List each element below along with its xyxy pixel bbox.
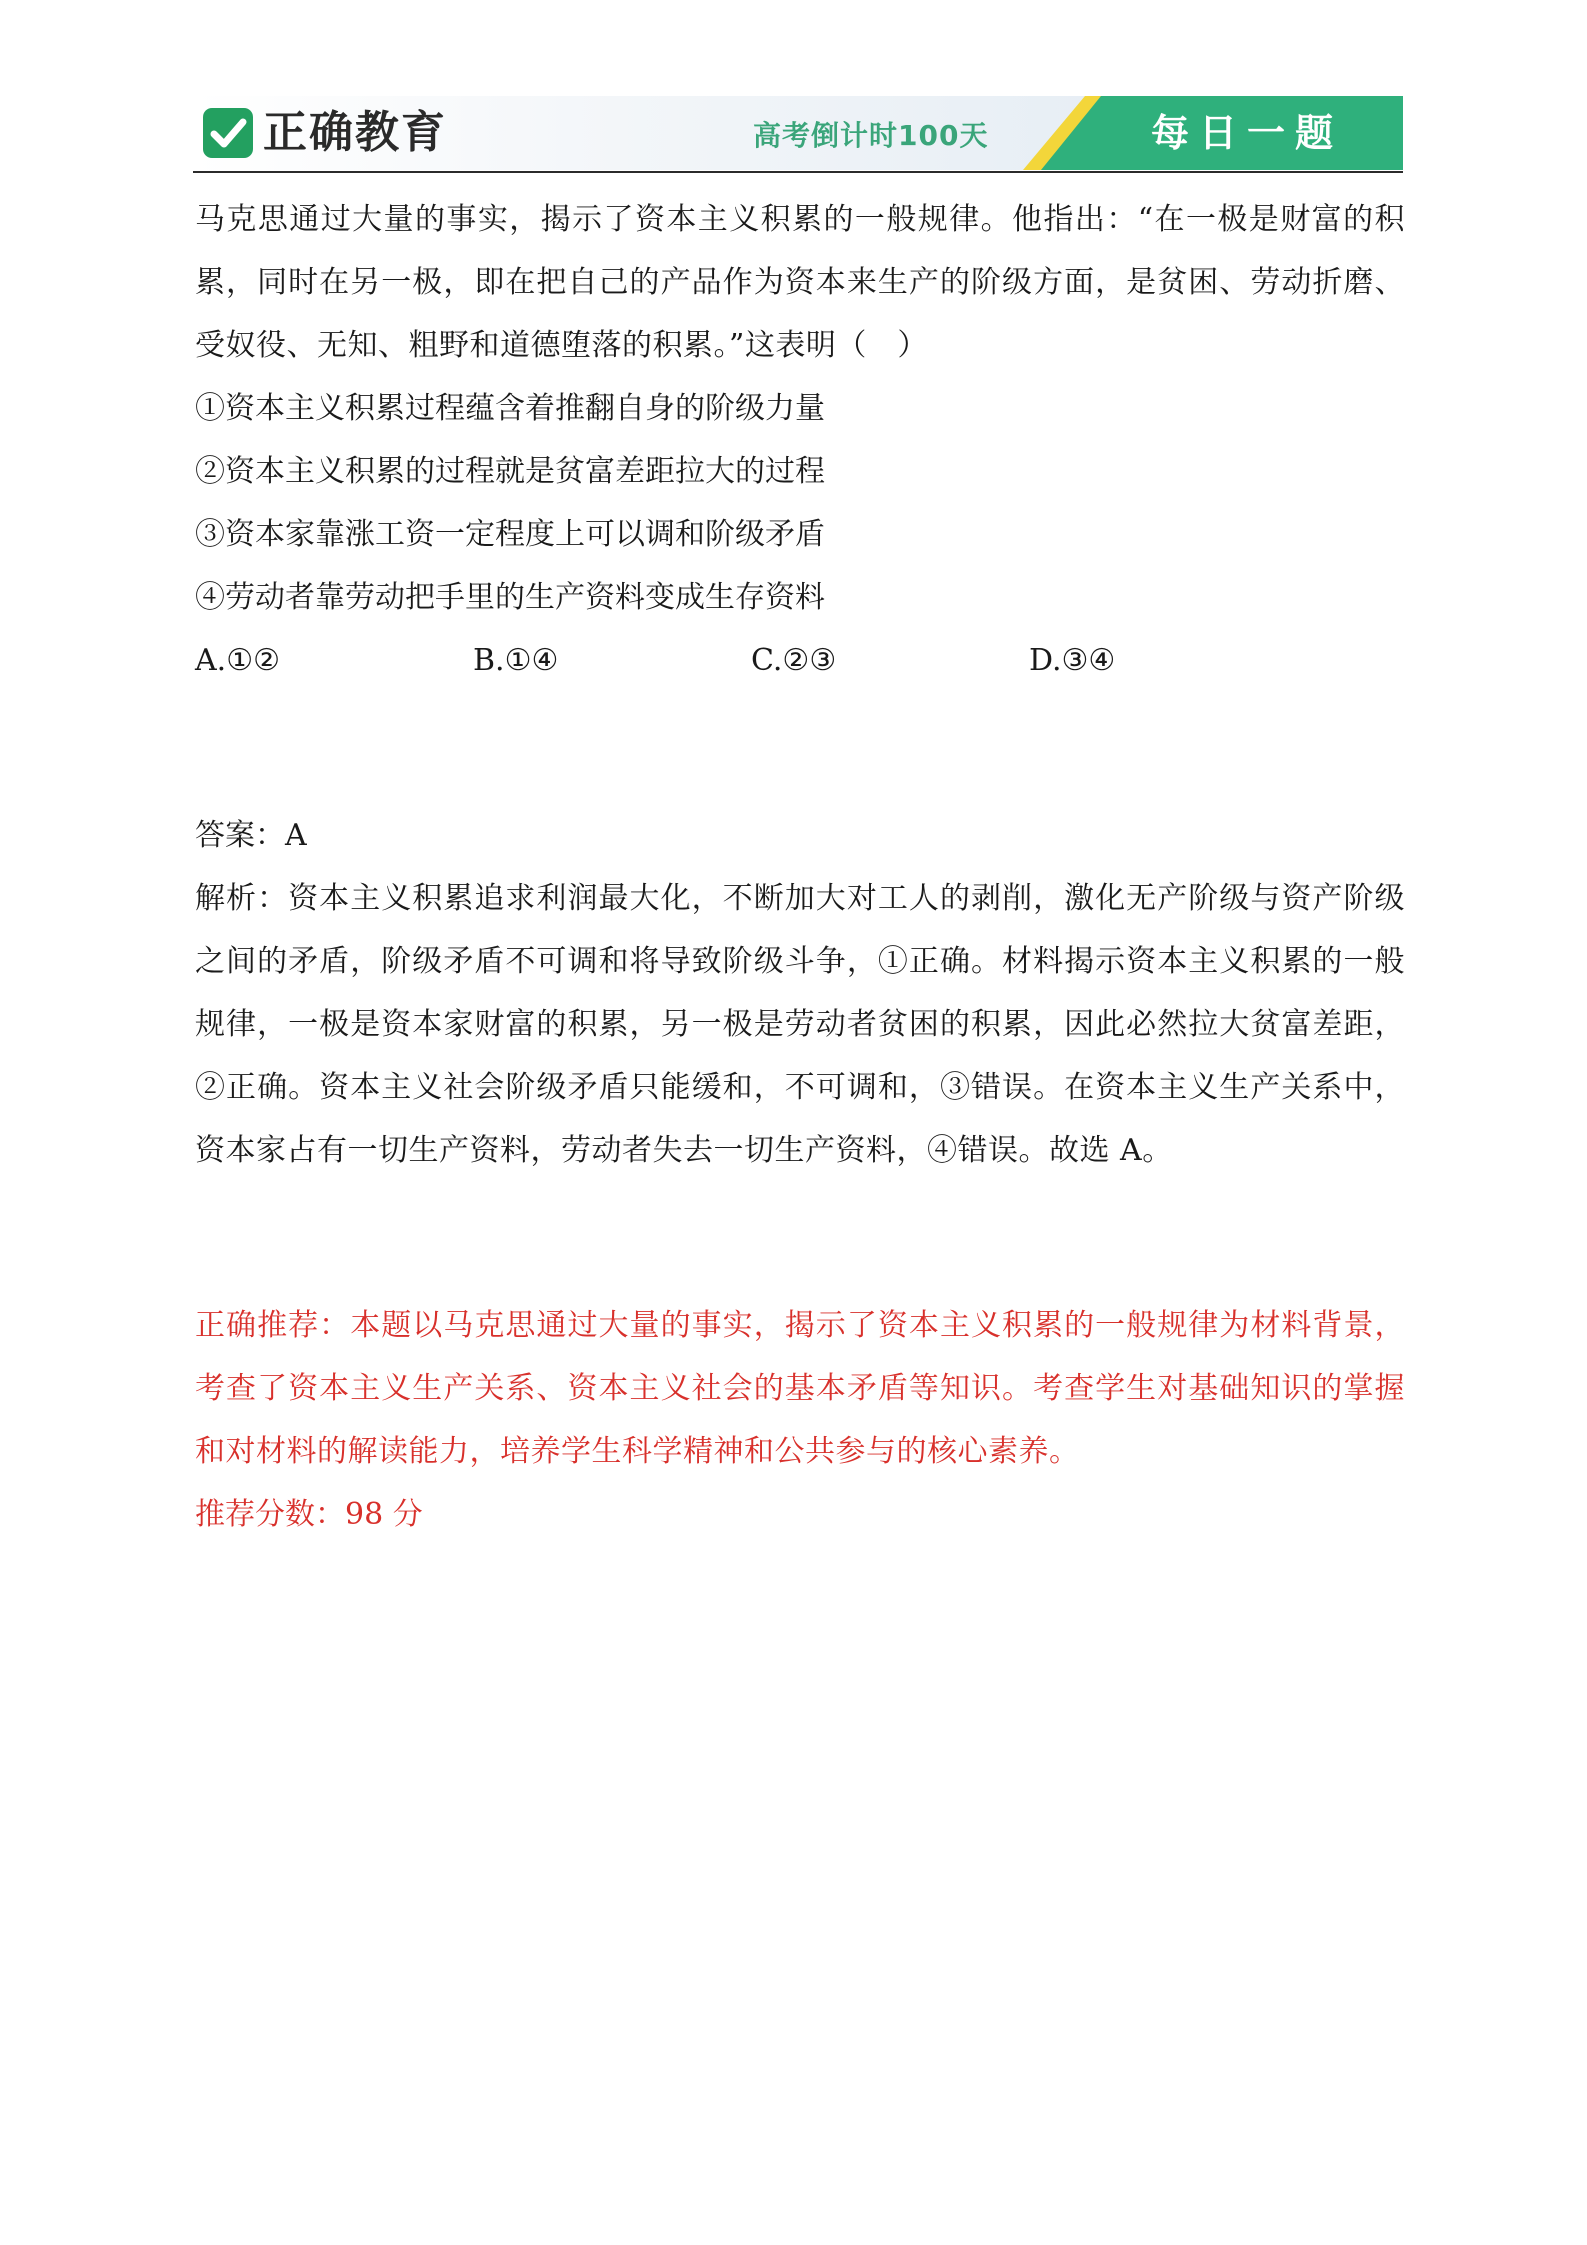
question-stem: 马克思通过大量的事实，揭示了资本主义积累的一般规律。他指出：“在一极是财富的积累，同时在另一极，即在把自己的产品作为资本来生产的阶级方面，是贫困、劳动折磨、受奴役、无知、粗野和道德堕落的积累。”这表明（ ） xyxy=(195,202,1405,363)
choice-a: A.①② xyxy=(195,643,280,678)
statement-4: ④劳动者靠劳动把手里的生产资料变成生存资料 xyxy=(195,580,825,615)
choice-b: B.①④ xyxy=(473,643,559,678)
statement-3: ③资本家靠涨工资一定程度上可以调和阶级矛盾 xyxy=(195,517,825,552)
recommend-section xyxy=(195,1294,1405,1546)
countdown-text: 高考倒计时100天 xyxy=(753,119,989,152)
choice-d: D.③④ xyxy=(1029,643,1116,678)
page-content xyxy=(195,188,1405,1546)
header-divider xyxy=(193,171,1403,173)
statement-2: ②资本主义积累的过程就是贫富差距拉大的过程 xyxy=(195,454,825,489)
recommend-score: 推荐分数：98 分 xyxy=(195,1497,423,1532)
statement-1: ①资本主义积累过程蕴含着推翻自身的阶级力量 xyxy=(195,391,825,426)
recommend-text: 正确推荐：本题以马克思通过大量的事实，揭示了资本主义积累的一般规律为材料背景，考查了资本主义生产关系、资本主义社会的基本矛盾等知识。考查学生对基础知识的掌握和对材料的解读能力，培养学生科学精神和公共参与的核心素养。 xyxy=(195,1308,1405,1469)
brand-name: 正确教育 xyxy=(263,107,447,158)
analysis-text: 解析：资本主义积累追求利润最大化，不断加大对工人的剥削，激化无产阶级与资产阶级之间的矛盾，阶级矛盾不可调和将导致阶级斗争，①正确。材料揭示资本主义积累的一般规律，一极是资本家财富的积累，另一极是劳动者贫困的积累，因此必然拉大贫富差距，②正确。资本主义社会阶级矛盾只能缓和，不可调和，③错误。在资本主义生产关系中，资本家占有一切生产资料，劳动者失去一切生产资料，④错误。故选 A。 xyxy=(195,881,1405,1168)
daily-question-tag: 每日一题 xyxy=(1151,111,1344,155)
header-banner xyxy=(193,96,1403,170)
answer-section xyxy=(195,804,1405,1182)
answer-choices xyxy=(195,629,1405,692)
statement-list xyxy=(195,377,1405,629)
answer-label: 答案：A xyxy=(195,818,307,853)
check-icon xyxy=(203,108,253,158)
choice-c: C.②③ xyxy=(751,643,837,678)
